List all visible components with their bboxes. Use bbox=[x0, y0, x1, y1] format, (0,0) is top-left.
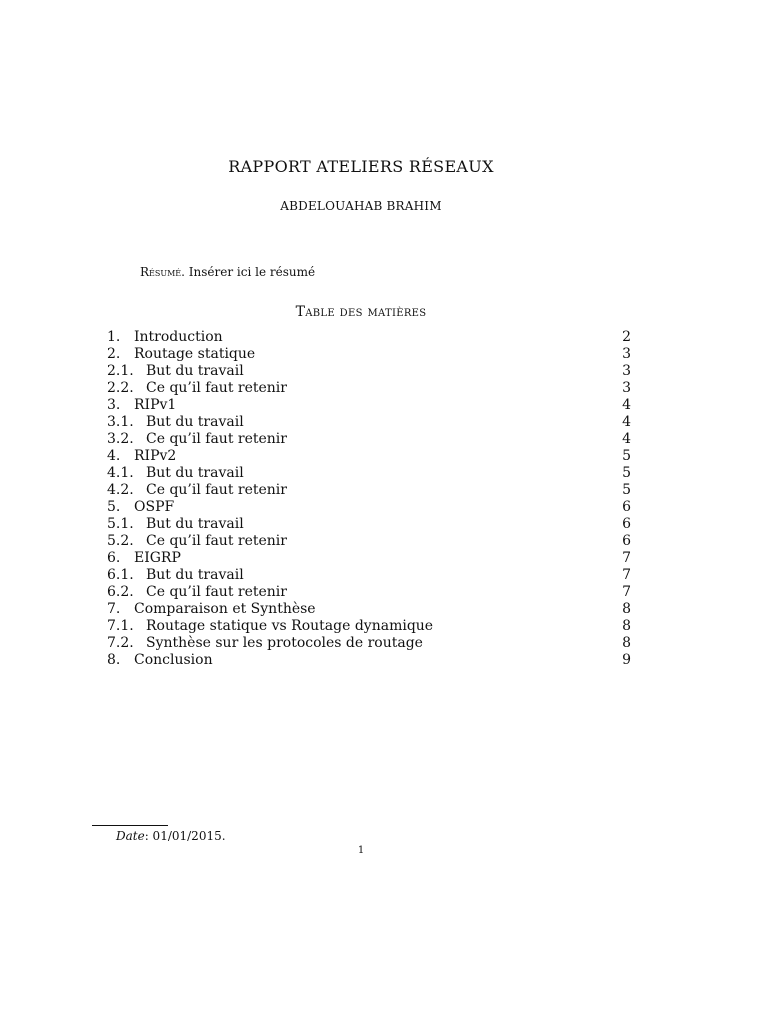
toc-entry-number: 5. bbox=[107, 499, 121, 515]
toc-entry-page: 9 bbox=[622, 652, 631, 668]
toc-entry[interactable] bbox=[107, 635, 631, 652]
toc-entry-number: 2.2. bbox=[107, 380, 134, 396]
toc-entry-label: RIPv2 bbox=[134, 448, 177, 464]
toc-entry[interactable] bbox=[107, 567, 631, 584]
toc-entry[interactable] bbox=[107, 346, 631, 363]
toc-entry-page: 8 bbox=[622, 601, 631, 617]
toc-entry-number: 6.1. bbox=[107, 567, 134, 583]
toc-entry-page: 4 bbox=[622, 414, 631, 430]
toc-entry-label: Ce qu’il faut retenir bbox=[146, 431, 287, 447]
toc-entry-label: Routage statique bbox=[134, 346, 256, 362]
toc-entry[interactable] bbox=[107, 618, 631, 635]
toc-entry-number: 4.1. bbox=[107, 465, 134, 481]
toc-entry[interactable] bbox=[107, 533, 631, 550]
footnote-date-value: : 01/01/2015. bbox=[144, 829, 226, 843]
page-number: 1 bbox=[357, 845, 365, 856]
toc-entry-label: RIPv1 bbox=[134, 397, 177, 413]
toc-entry-page: 3 bbox=[622, 363, 631, 379]
toc-entry-number: 8. bbox=[107, 652, 121, 668]
toc-entry-page: 5 bbox=[622, 465, 631, 481]
toc-entry[interactable] bbox=[107, 363, 631, 380]
toc-entry-page: 7 bbox=[622, 567, 631, 583]
toc-entry-page: 7 bbox=[622, 550, 631, 566]
toc-entry-number: 7.1. bbox=[107, 618, 134, 634]
toc-entry-number: 4. bbox=[107, 448, 121, 464]
toc-entry-number: 6.2. bbox=[107, 584, 134, 600]
toc-entry-label: But du travail bbox=[146, 465, 244, 481]
toc-entry-number: 6. bbox=[107, 550, 121, 566]
toc-entry[interactable] bbox=[107, 431, 631, 448]
abstract-text: Insérer ici le résumé bbox=[188, 265, 316, 279]
toc-entry-label: Comparaison et Synthèse bbox=[134, 601, 316, 617]
footnote-rule bbox=[92, 825, 168, 826]
toc-entry-label: But du travail bbox=[146, 414, 244, 430]
table-of-contents bbox=[107, 329, 631, 669]
toc-entry[interactable] bbox=[107, 499, 631, 516]
toc-entry-label: Conclusion bbox=[134, 652, 213, 668]
toc-entry-page: 6 bbox=[622, 499, 631, 515]
toc-entry-page: 3 bbox=[622, 380, 631, 396]
toc-title: Table des matières bbox=[295, 304, 427, 320]
toc-entry-page: 5 bbox=[622, 448, 631, 464]
toc-entry-label: Ce qu’il faut retenir bbox=[146, 584, 287, 600]
toc-entry[interactable] bbox=[107, 482, 631, 499]
document-title: RAPPORT ATELIERS RÉSEAUX bbox=[228, 157, 494, 176]
toc-entry-number: 7.2. bbox=[107, 635, 134, 651]
abstract bbox=[140, 265, 315, 279]
toc-entry[interactable] bbox=[107, 652, 631, 669]
toc-entry[interactable] bbox=[107, 397, 631, 414]
footnote bbox=[116, 829, 226, 843]
toc-entry-number: 3.2. bbox=[107, 431, 134, 447]
toc-entry-label: Ce qu’il faut retenir bbox=[146, 482, 287, 498]
toc-entry-page: 7 bbox=[622, 584, 631, 600]
toc-entry-number: 7. bbox=[107, 601, 121, 617]
toc-entry-label: Ce qu’il faut retenir bbox=[146, 533, 287, 549]
toc-entry-label: But du travail bbox=[146, 567, 244, 583]
toc-entry[interactable] bbox=[107, 414, 631, 431]
toc-entry-label: Ce qu’il faut retenir bbox=[146, 380, 287, 396]
toc-entry-page: 4 bbox=[622, 431, 631, 447]
toc-entry-page: 2 bbox=[622, 329, 631, 345]
toc-entry[interactable] bbox=[107, 584, 631, 601]
toc-entry-page: 6 bbox=[622, 533, 631, 549]
toc-entry-number: 5.1. bbox=[107, 516, 134, 532]
toc-entry-label: Synthèse sur les protocoles de routage bbox=[146, 635, 423, 651]
toc-entry[interactable] bbox=[107, 516, 631, 533]
toc-entry-label: But du travail bbox=[146, 516, 244, 532]
toc-entry-number: 3. bbox=[107, 397, 121, 413]
footnote-date-label: Date bbox=[116, 829, 145, 843]
toc-entry-label: Introduction bbox=[134, 329, 223, 345]
abstract-label: Résumé. bbox=[140, 265, 185, 279]
toc-entry-page: 3 bbox=[622, 346, 631, 362]
toc-entry[interactable] bbox=[107, 380, 631, 397]
toc-entry-number: 3.1. bbox=[107, 414, 134, 430]
toc-entry-label: Routage statique vs Routage dynamique bbox=[146, 618, 434, 634]
toc-entry-number: 2. bbox=[107, 346, 121, 362]
toc-entry-label: OSPF bbox=[134, 499, 175, 515]
toc-entry-page: 8 bbox=[622, 635, 631, 651]
toc-entry-page: 5 bbox=[622, 482, 631, 498]
toc-entry-page: 8 bbox=[622, 618, 631, 634]
toc-entry-page: 4 bbox=[622, 397, 631, 413]
toc-entry[interactable] bbox=[107, 465, 631, 482]
toc-entry-label: EIGRP bbox=[134, 550, 181, 566]
toc-entry[interactable] bbox=[107, 550, 631, 567]
document-author: ABDELOUAHAB BRAHIM bbox=[280, 199, 442, 213]
toc-entry-number: 2.1. bbox=[107, 363, 134, 379]
toc-entry[interactable] bbox=[107, 329, 631, 346]
toc-entry-number: 5.2. bbox=[107, 533, 134, 549]
toc-entry[interactable] bbox=[107, 448, 631, 465]
toc-entry-number: 4.2. bbox=[107, 482, 134, 498]
toc-entry-label: But du travail bbox=[146, 363, 244, 379]
toc-entry-page: 6 bbox=[622, 516, 631, 532]
toc-entry[interactable] bbox=[107, 601, 631, 618]
toc-entry-number: 1. bbox=[107, 329, 121, 345]
